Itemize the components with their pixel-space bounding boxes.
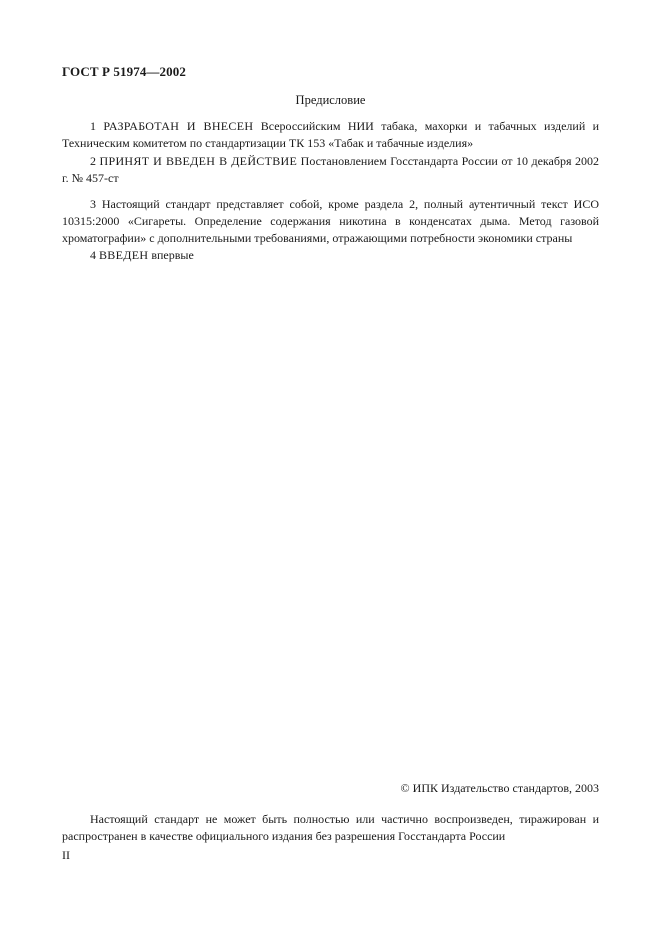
reproduction-notice bbox=[62, 811, 599, 845]
paragraph-4 bbox=[62, 247, 599, 264]
paragraph-caps: ВВЕДЕН bbox=[99, 248, 149, 262]
standard-code: ГОСТ Р 51974—2002 bbox=[62, 64, 186, 79]
paragraph-text: Настоящий стандарт представляет собой, кроме раздела 2, полный аутентичный текст ИСО 10315:2000 «Сигареты. Определение содержания никотина в конденсатах дыма. Метод газовой хроматографии» с дополнительными требованиями, отражающими потребности экономики страны bbox=[62, 197, 599, 245]
copyright-line: © ИПК Издательство стандартов, 2003 bbox=[400, 781, 599, 795]
paragraph-2 bbox=[62, 153, 599, 187]
paragraph-number: 3 bbox=[90, 197, 96, 211]
paragraph-number: 4 bbox=[90, 248, 96, 262]
paragraph-number: 2 bbox=[90, 154, 96, 168]
paragraph-number: 1 bbox=[90, 119, 96, 133]
paragraph-1 bbox=[62, 118, 599, 152]
paragraph-3 bbox=[62, 196, 599, 247]
paragraph-caps: ПРИНЯТ И ВВЕДЕН В ДЕЙСТВИЕ bbox=[99, 154, 298, 168]
paragraph-text: впервые bbox=[151, 248, 194, 262]
paragraph-text: Всероссийским НИИ табака, махорки и табачных изделий и Техническим комитетом по стандартизации ТК 153 «Табак и табачные изделия» bbox=[62, 119, 600, 150]
paragraph-text: Постановлением Госстандарта России от 10 декабря 2002 г. № 457-ст bbox=[62, 154, 600, 185]
notice-text: Настоящий стандарт не может быть полностью или частично воспроизведен, тиражирован и распространен в качестве официального издания без разрешения Госстандарта России bbox=[62, 812, 599, 843]
paragraph-caps: РАЗРАБОТАН И ВНЕСЕН bbox=[103, 119, 254, 133]
page-number: II bbox=[62, 848, 70, 862]
section-title: Предисловие bbox=[295, 93, 366, 107]
